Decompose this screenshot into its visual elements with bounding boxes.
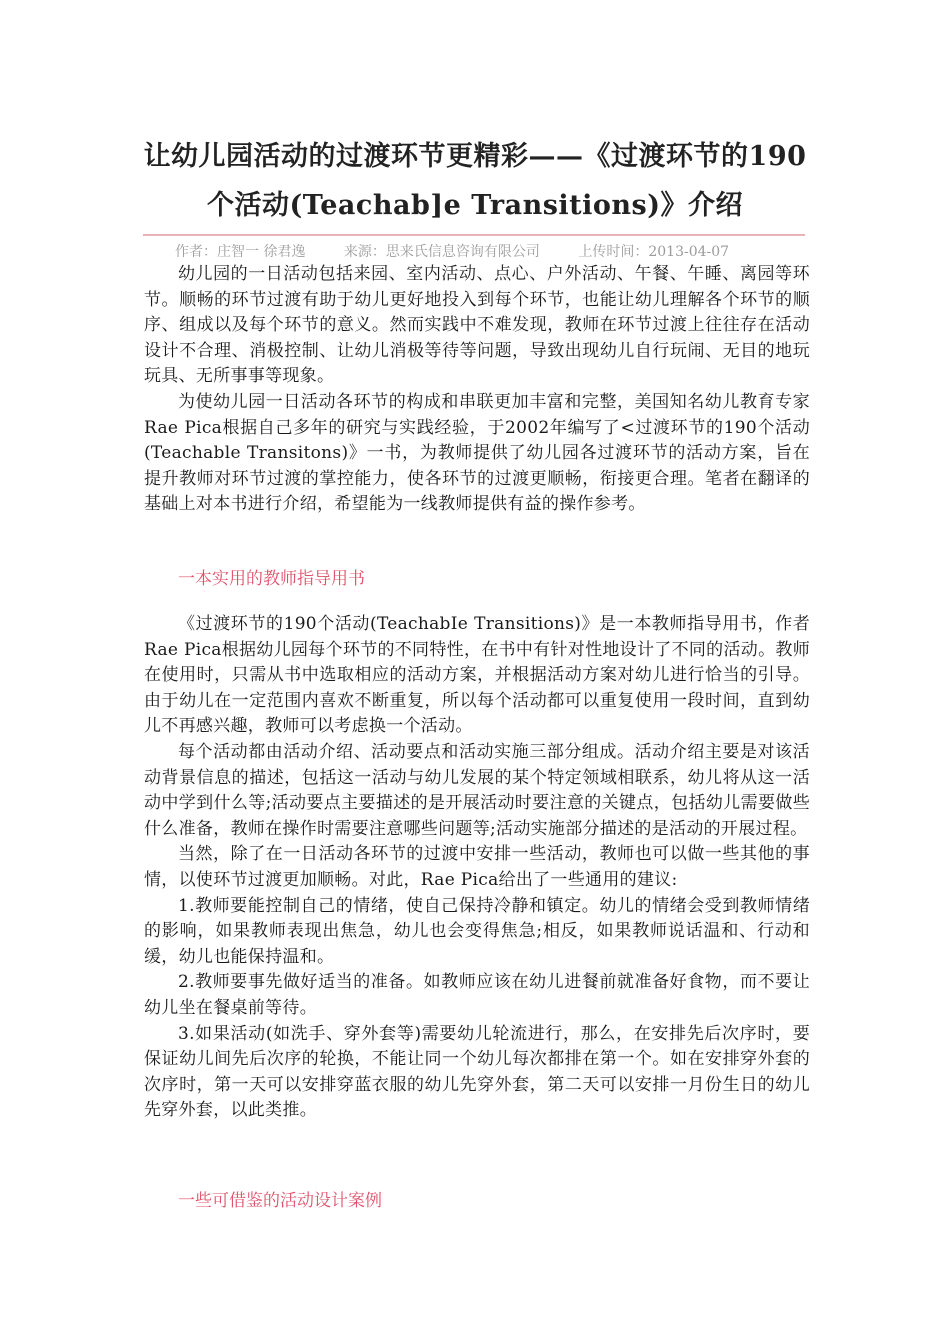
paragraph: 幼儿园的一日活动包括来园、室内活动、点心、户外活动、午餐、午睡、离园等环节。顺畅的环节过渡有助于幼儿更好地投入到每个环节，也能让幼儿理解各个环节的顺序、组成以及每个环节的意义。然而实践中不难发现，教师在环节过渡上往往存在活动设计不合理、消极控制、让幼儿消极等待等问题，导致出现幼儿自行玩闹、无目的地玩玩具、无所事事等现象。	[144, 264, 810, 387]
title-divider	[143, 234, 805, 236]
upload-time: 上传时间：2013-04-07	[578, 244, 730, 260]
list-item: 3.如果活动(如洗手、穿外套等)需要幼儿轮流进行，那么，在安排先后次序时，要保证幼儿间先后次序的轮换，不能让同一个幼儿每次都排在第一个。如在安排穿外套的次序时，第一天可以安排穿蓝衣服的幼儿先穿外套，第二天可以安排一月份生日的幼儿先穿外套，以此类推。	[144, 1023, 810, 1121]
source-info: 来源：思来氏信息咨询有限公司	[343, 244, 540, 260]
intro-section	[144, 262, 810, 518]
list-item: 1.教师要能控制自己的情绪，使自己保持冷静和镇定。幼儿的情绪会受到教师情绪的影响，如果教师表现出焦急，幼儿也会变得焦急;相反，如果教师说话温和、行动和缓，幼儿也能保持温和。	[144, 895, 810, 967]
section-1-body	[144, 612, 810, 1124]
list-item: 2.教师要事先做好适当的准备。如教师应该在幼儿进餐前就准备好食物，而不要让幼儿坐在餐桌前等待。	[144, 972, 810, 1018]
paragraph: 《过渡环节的190个活动(TeachabIe Transitions)》是一本教师指导用书，作者Rae Pica根据幼儿园每个环节的不同特性，在书中有针对性地设计了不同的活动。教师在使用时，只需从书中选取相应的活动方案，并根据活动方案对幼儿进行恰当的引导。由于幼儿在一定范围内喜欢不断重复，所以每个活动都可以重复使用一段时间，直到幼儿不再感兴趣，教师可以考虑换一个活动。	[144, 614, 810, 737]
paragraph: 为使幼儿园一日活动各环节的构成和串联更加丰富和完整，美国知名幼儿教育专家Rae Pica根据自己多年的研究与实践经验，于2002年编写了<过渡环节的190个活动(Teachable Transitons)》一书，为教师提供了幼儿园各过渡环节的活动方案，旨在提升教师对环节过渡的掌控能力，使各环节的过渡更顺畅，衔接更合理。笔者在翻译的基础上对本书进行介绍，希望能为一线教师提供有益的操作参考。	[144, 391, 810, 515]
paragraph: 当然，除了在一日活动各环节的过渡中安排一些活动，教师也可以做一些其他的事情，以使环节过渡更加顺畅。对此，Rae Pica给出了一些通用的建议:	[144, 844, 810, 890]
paragraph: 每个活动都由活动介绍、活动要点和活动实施三部分组成。活动介绍主要是对该活动背景信息的描述，包括这一活动与幼儿发展的某个特定领域相联系，幼儿将从这一活动中学到什么等;活动要点主要描述的是开展活动时要注意的关键点，包括幼儿需要做些什么准备，教师在操作时需要注意哪些问题等;活动实施部分描述的是活动的开展过程。	[144, 741, 810, 839]
article-meta	[175, 241, 815, 261]
author-info: 作者：庄智一 徐君逸	[175, 244, 306, 260]
article-title-line-1: 让幼儿园活动的过渡环节更精彩——《过渡环节的190	[143, 141, 807, 172]
section-heading-2: 一些可借鉴的活动设计案例	[178, 1191, 382, 1211]
section-heading-1: 一本实用的教师指导用书	[178, 569, 365, 589]
article-title-line-2: 个活动(Teachab]e Transitions)》介绍	[206, 190, 744, 221]
